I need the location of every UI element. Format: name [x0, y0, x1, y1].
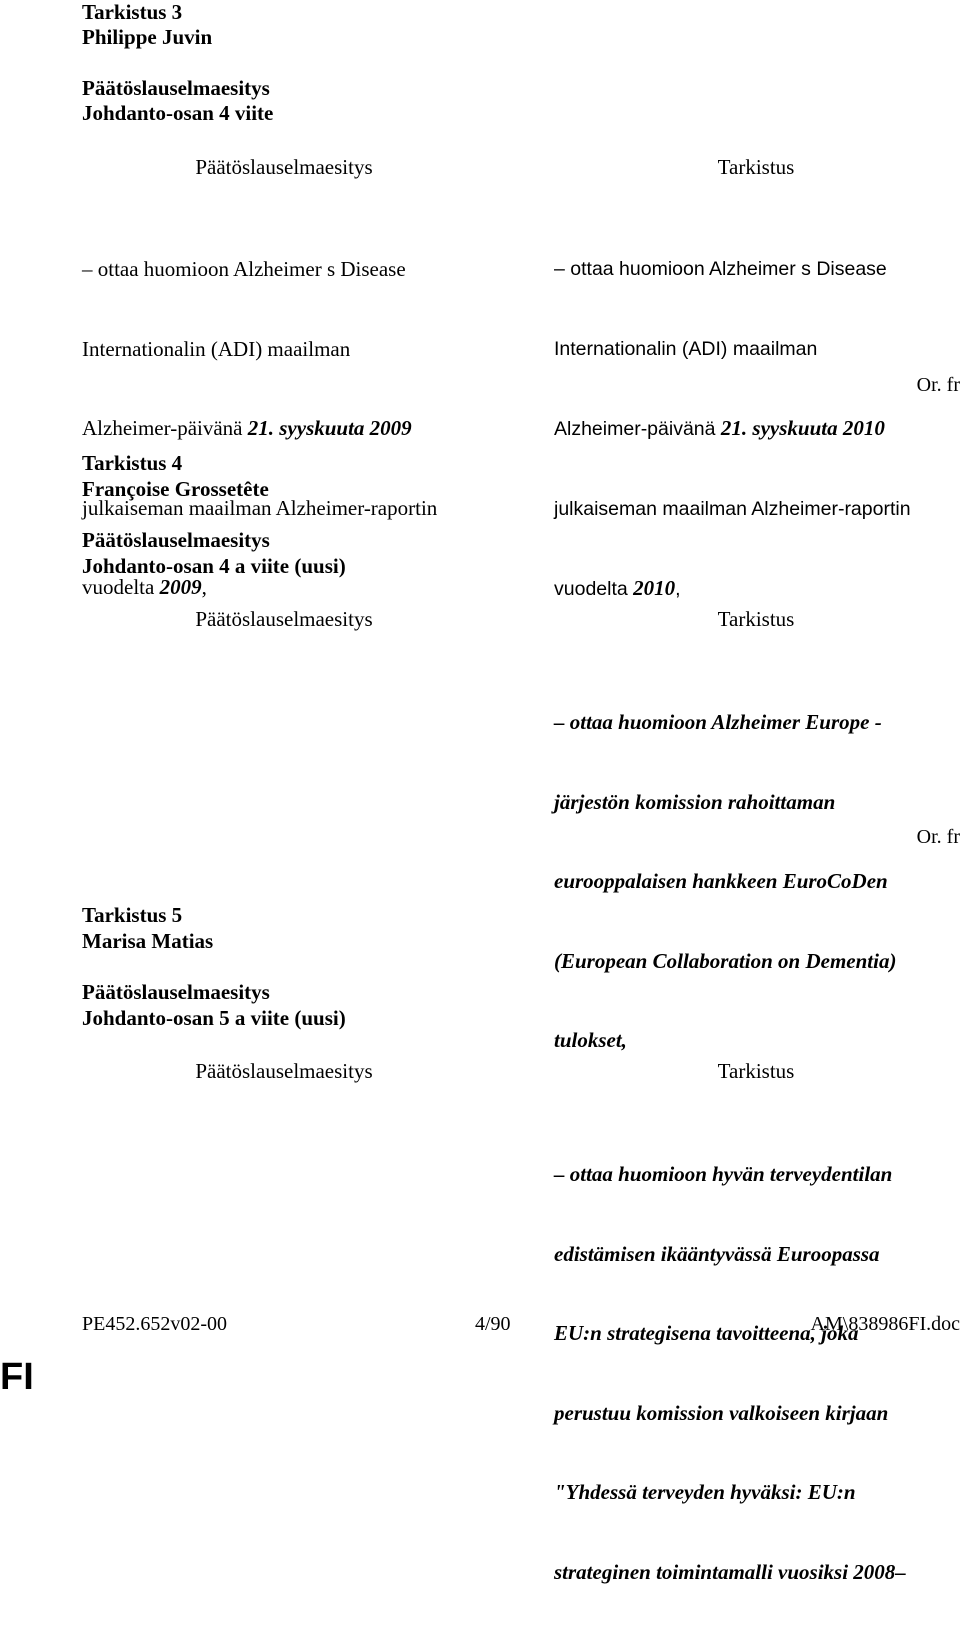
- amendment-document: Päätöslauselmaesitys: [82, 980, 270, 1004]
- amendment-author: Marisa Matias: [82, 929, 214, 953]
- text-line: (European Collaboration on Dementia): [554, 948, 897, 973]
- text-segment: Alzheimer-päivänä: [82, 416, 248, 440]
- amendment-title: Tarkistus 5: [82, 903, 183, 927]
- text-line: edistämisen ikääntyvässä Euroopassa: [554, 1241, 880, 1266]
- amendment-title: Tarkistus 4: [82, 451, 183, 475]
- text-line: [82, 415, 437, 442]
- amended-text: [554, 1108, 906, 1638]
- document-reference: PE452.652v02-00: [82, 1313, 227, 1335]
- amendment-reference: Johdanto-osan 5 a viite (uusi): [82, 1006, 346, 1030]
- changed-text: 2009: [159, 575, 202, 599]
- text-line: [82, 256, 437, 283]
- amendment-author: Philippe Juvin: [82, 25, 213, 49]
- text-line: [554, 496, 911, 523]
- text-line: [554, 336, 911, 363]
- amendment-reference: Johdanto-osan 4 a viite (uusi): [82, 554, 346, 578]
- language-code: FI: [0, 1356, 34, 1398]
- text-line: [554, 575, 911, 603]
- changed-text: 21. syyskuuta 2010: [720, 416, 885, 440]
- column-header-left: Päätöslauselmaesitys: [195, 1059, 373, 1083]
- changed-text: 21. syyskuuta 2009: [247, 416, 412, 440]
- original-language: Or. fr: [916, 826, 960, 848]
- original-language: Or. fr: [916, 374, 960, 396]
- amended-text: [554, 203, 911, 656]
- column-header-left: Päätöslauselmaesitys: [195, 607, 373, 631]
- text-line: eurooppalaisen hankkeen EuroCoDen: [554, 869, 888, 893]
- text-segment: Internationalin (ADI) maailman: [554, 337, 818, 360]
- page-number: 4/90: [475, 1313, 511, 1335]
- text-line: [554, 256, 911, 283]
- amendment-document: Päätöslauselmaesitys: [82, 528, 270, 552]
- amendment-document: Päätöslauselmaesitys: [82, 76, 270, 100]
- original-text: [82, 203, 437, 654]
- text-segment: – ottaa huomioon Alzheimer s Disease: [82, 257, 406, 281]
- text-segment: Alzheimer-päivänä: [554, 418, 721, 440]
- text-line: – ottaa huomioon hyvän terveydentilan: [554, 1162, 893, 1186]
- text-line: [554, 415, 911, 443]
- text-segment: vuodelta: [82, 575, 160, 599]
- amended-text: [554, 656, 896, 1107]
- text-segment: – ottaa huomioon Alzheimer s Disease: [554, 258, 887, 280]
- text-line: "Yhdessä terveyden hyväksi: EU:n: [554, 1480, 856, 1504]
- text-segment: ,: [201, 575, 207, 599]
- amendment-title: Tarkistus 3: [82, 0, 183, 24]
- text-line: strateginen toimintamalli vuosiksi 2008–: [554, 1559, 906, 1584]
- column-header-right: Tarkistus: [717, 607, 795, 631]
- file-name: AM\838986FI.doc: [810, 1313, 960, 1335]
- changed-text: 2010: [633, 576, 676, 600]
- text-segment: ,: [675, 578, 681, 600]
- text-line: tulokset,: [554, 1028, 627, 1052]
- text-line: [82, 336, 437, 363]
- text-line: järjestön komission rahoittaman: [554, 789, 836, 814]
- text-line: perustuu komission valkoiseen kirjaan: [554, 1400, 889, 1425]
- amendment-author: Françoise Grossetête: [82, 477, 269, 501]
- column-header-right: Tarkistus: [717, 1059, 795, 1083]
- text-line: EU:n strategisena tavoitteena, joka: [554, 1321, 859, 1345]
- amendment-reference: Johdanto-osan 4 viite: [82, 101, 274, 125]
- text-segment: Internationalin (ADI) maailman: [82, 336, 351, 361]
- text-segment: julkaiseman maailman Alzheimer-raportin: [82, 495, 438, 520]
- text-line: – ottaa huomioon Alzheimer Europe -: [554, 710, 882, 734]
- text-segment: vuodelta: [554, 578, 634, 600]
- text-segment: julkaiseman maailman Alzheimer-raportin: [554, 497, 911, 520]
- column-header-right: Tarkistus: [717, 155, 795, 179]
- column-header-left: Päätöslauselmaesitys: [195, 155, 373, 179]
